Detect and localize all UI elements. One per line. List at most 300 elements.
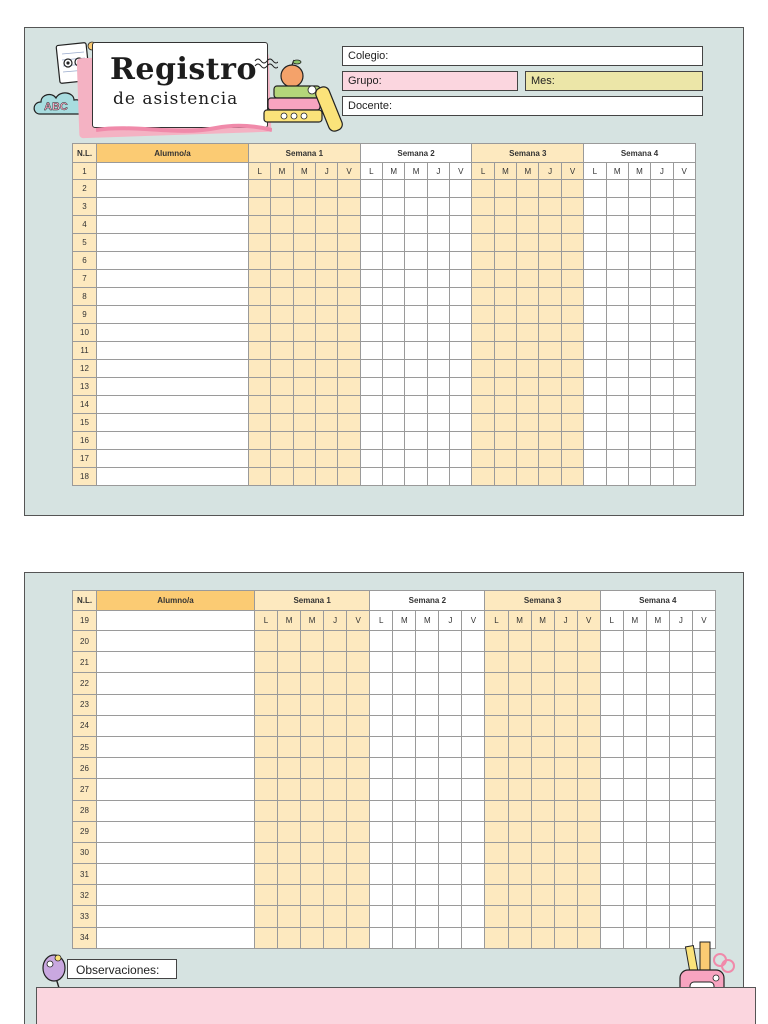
attendance-cell[interactable]: [623, 864, 646, 885]
attendance-cell[interactable]: [416, 927, 439, 948]
student-name-cell[interactable]: [97, 396, 249, 414]
attendance-cell[interactable]: [531, 821, 554, 842]
attendance-cell[interactable]: [316, 324, 338, 342]
attendance-cell[interactable]: [623, 779, 646, 800]
attendance-cell[interactable]: [577, 694, 600, 715]
attendance-cell[interactable]: [249, 234, 271, 252]
attendance-cell[interactable]: [692, 885, 715, 906]
attendance-cell[interactable]: [673, 378, 695, 396]
attendance-cell[interactable]: [646, 694, 669, 715]
attendance-cell[interactable]: [271, 198, 293, 216]
attendance-cell[interactable]: [383, 234, 405, 252]
attendance-cell[interactable]: [485, 821, 508, 842]
attendance-cell[interactable]: [416, 842, 439, 863]
attendance-cell[interactable]: [370, 694, 393, 715]
attendance-cell[interactable]: [669, 652, 692, 673]
attendance-cell[interactable]: [692, 800, 715, 821]
attendance-cell[interactable]: [517, 324, 539, 342]
attendance-cell[interactable]: [293, 414, 315, 432]
attendance-cell[interactable]: [462, 864, 485, 885]
attendance-cell[interactable]: [531, 694, 554, 715]
attendance-cell[interactable]: [360, 216, 382, 234]
attendance-cell[interactable]: [405, 252, 427, 270]
attendance-cell[interactable]: [584, 360, 606, 378]
attendance-cell[interactable]: [692, 842, 715, 863]
attendance-cell[interactable]: [255, 631, 278, 652]
attendance-cell[interactable]: [669, 906, 692, 927]
student-name-cell[interactable]: [97, 906, 255, 927]
attendance-cell[interactable]: [554, 631, 577, 652]
attendance-cell[interactable]: [561, 288, 583, 306]
attendance-cell[interactable]: [561, 414, 583, 432]
attendance-cell[interactable]: [278, 779, 301, 800]
attendance-cell[interactable]: [669, 842, 692, 863]
attendance-cell[interactable]: [692, 673, 715, 694]
attendance-cell[interactable]: [651, 306, 673, 324]
student-name-cell[interactable]: [97, 715, 255, 736]
attendance-cell[interactable]: [628, 450, 650, 468]
attendance-cell[interactable]: [255, 864, 278, 885]
attendance-cell[interactable]: [623, 758, 646, 779]
attendance-cell[interactable]: [554, 842, 577, 863]
attendance-cell[interactable]: [561, 234, 583, 252]
attendance-cell[interactable]: [293, 234, 315, 252]
attendance-cell[interactable]: [628, 396, 650, 414]
attendance-cell[interactable]: [255, 927, 278, 948]
attendance-cell[interactable]: [249, 396, 271, 414]
attendance-cell[interactable]: [439, 715, 462, 736]
attendance-cell[interactable]: [316, 450, 338, 468]
student-name-cell[interactable]: [97, 414, 249, 432]
attendance-cell[interactable]: [508, 885, 531, 906]
attendance-cell[interactable]: [561, 396, 583, 414]
attendance-cell[interactable]: [669, 758, 692, 779]
attendance-cell[interactable]: [278, 673, 301, 694]
attendance-cell[interactable]: [539, 432, 561, 450]
student-name-cell[interactable]: [97, 927, 255, 948]
attendance-cell[interactable]: [405, 324, 427, 342]
attendance-cell[interactable]: [324, 885, 347, 906]
attendance-cell[interactable]: [271, 288, 293, 306]
attendance-cell[interactable]: [383, 414, 405, 432]
attendance-cell[interactable]: [427, 306, 449, 324]
attendance-cell[interactable]: [651, 342, 673, 360]
attendance-cell[interactable]: [628, 288, 650, 306]
attendance-cell[interactable]: [427, 180, 449, 198]
attendance-cell[interactable]: [600, 864, 623, 885]
attendance-cell[interactable]: [577, 779, 600, 800]
attendance-cell[interactable]: [360, 180, 382, 198]
student-name-cell[interactable]: [97, 631, 255, 652]
attendance-cell[interactable]: [554, 652, 577, 673]
attendance-cell[interactable]: [249, 198, 271, 216]
attendance-cell[interactable]: [338, 252, 360, 270]
attendance-cell[interactable]: [255, 736, 278, 757]
attendance-cell[interactable]: [249, 216, 271, 234]
attendance-cell[interactable]: [472, 252, 494, 270]
attendance-cell[interactable]: [669, 715, 692, 736]
attendance-cell[interactable]: [494, 234, 516, 252]
attendance-cell[interactable]: [472, 234, 494, 252]
attendance-cell[interactable]: [673, 234, 695, 252]
attendance-cell[interactable]: [405, 414, 427, 432]
attendance-cell[interactable]: [628, 414, 650, 432]
attendance-cell[interactable]: [360, 360, 382, 378]
attendance-cell[interactable]: [606, 306, 628, 324]
attendance-cell[interactable]: [255, 694, 278, 715]
attendance-cell[interactable]: [249, 180, 271, 198]
attendance-cell[interactable]: [383, 396, 405, 414]
attendance-cell[interactable]: [600, 906, 623, 927]
attendance-cell[interactable]: [646, 673, 669, 694]
attendance-cell[interactable]: [646, 715, 669, 736]
attendance-cell[interactable]: [531, 715, 554, 736]
attendance-cell[interactable]: [651, 288, 673, 306]
attendance-cell[interactable]: [508, 906, 531, 927]
attendance-cell[interactable]: [577, 715, 600, 736]
attendance-cell[interactable]: [324, 694, 347, 715]
attendance-cell[interactable]: [347, 736, 370, 757]
attendance-cell[interactable]: [485, 927, 508, 948]
attendance-cell[interactable]: [450, 270, 472, 288]
attendance-cell[interactable]: [584, 342, 606, 360]
attendance-cell[interactable]: [439, 631, 462, 652]
attendance-cell[interactable]: [485, 800, 508, 821]
attendance-cell[interactable]: [600, 694, 623, 715]
attendance-cell[interactable]: [485, 758, 508, 779]
attendance-cell[interactable]: [517, 270, 539, 288]
attendance-cell[interactable]: [416, 652, 439, 673]
attendance-cell[interactable]: [347, 927, 370, 948]
attendance-cell[interactable]: [531, 631, 554, 652]
attendance-cell[interactable]: [316, 414, 338, 432]
attendance-cell[interactable]: [255, 800, 278, 821]
attendance-cell[interactable]: [427, 198, 449, 216]
attendance-cell[interactable]: [508, 631, 531, 652]
attendance-cell[interactable]: [316, 270, 338, 288]
student-name-cell[interactable]: [97, 864, 255, 885]
attendance-cell[interactable]: [393, 906, 416, 927]
attendance-cell[interactable]: [393, 927, 416, 948]
attendance-cell[interactable]: [393, 736, 416, 757]
attendance-cell[interactable]: [293, 450, 315, 468]
attendance-cell[interactable]: [561, 180, 583, 198]
attendance-cell[interactable]: [338, 450, 360, 468]
attendance-cell[interactable]: [472, 288, 494, 306]
attendance-cell[interactable]: [485, 906, 508, 927]
attendance-cell[interactable]: [360, 324, 382, 342]
attendance-cell[interactable]: [531, 906, 554, 927]
attendance-cell[interactable]: [360, 468, 382, 486]
attendance-cell[interactable]: [561, 468, 583, 486]
attendance-cell[interactable]: [439, 652, 462, 673]
attendance-cell[interactable]: [600, 652, 623, 673]
attendance-cell[interactable]: [692, 758, 715, 779]
attendance-cell[interactable]: [623, 800, 646, 821]
attendance-cell[interactable]: [673, 468, 695, 486]
attendance-cell[interactable]: [673, 306, 695, 324]
attendance-cell[interactable]: [301, 906, 324, 927]
student-name-cell[interactable]: [97, 252, 249, 270]
attendance-cell[interactable]: [577, 842, 600, 863]
attendance-cell[interactable]: [472, 378, 494, 396]
attendance-cell[interactable]: [370, 864, 393, 885]
attendance-cell[interactable]: [383, 378, 405, 396]
attendance-cell[interactable]: [439, 673, 462, 694]
attendance-cell[interactable]: [494, 180, 516, 198]
attendance-cell[interactable]: [462, 631, 485, 652]
attendance-cell[interactable]: [271, 414, 293, 432]
attendance-cell[interactable]: [393, 694, 416, 715]
attendance-cell[interactable]: [577, 736, 600, 757]
attendance-cell[interactable]: [517, 288, 539, 306]
attendance-cell[interactable]: [427, 378, 449, 396]
attendance-cell[interactable]: [669, 673, 692, 694]
attendance-cell[interactable]: [539, 234, 561, 252]
attendance-cell[interactable]: [293, 180, 315, 198]
attendance-cell[interactable]: [646, 927, 669, 948]
attendance-cell[interactable]: [249, 414, 271, 432]
attendance-cell[interactable]: [577, 864, 600, 885]
attendance-cell[interactable]: [450, 216, 472, 234]
attendance-cell[interactable]: [508, 758, 531, 779]
attendance-cell[interactable]: [584, 450, 606, 468]
attendance-cell[interactable]: [450, 342, 472, 360]
attendance-cell[interactable]: [606, 216, 628, 234]
attendance-cell[interactable]: [584, 306, 606, 324]
attendance-cell[interactable]: [271, 324, 293, 342]
attendance-cell[interactable]: [517, 396, 539, 414]
attendance-cell[interactable]: [577, 758, 600, 779]
student-name-cell[interactable]: [97, 198, 249, 216]
attendance-cell[interactable]: [427, 288, 449, 306]
attendance-cell[interactable]: [393, 821, 416, 842]
attendance-cell[interactable]: [278, 864, 301, 885]
attendance-cell[interactable]: [531, 758, 554, 779]
student-name-cell[interactable]: [97, 736, 255, 757]
attendance-cell[interactable]: [606, 396, 628, 414]
attendance-cell[interactable]: [554, 736, 577, 757]
attendance-cell[interactable]: [531, 885, 554, 906]
attendance-cell[interactable]: [271, 396, 293, 414]
attendance-cell[interactable]: [405, 234, 427, 252]
attendance-cell[interactable]: [508, 864, 531, 885]
attendance-cell[interactable]: [249, 432, 271, 450]
attendance-cell[interactable]: [416, 673, 439, 694]
student-name-cell[interactable]: [97, 216, 249, 234]
attendance-cell[interactable]: [360, 288, 382, 306]
attendance-cell[interactable]: [494, 414, 516, 432]
attendance-cell[interactable]: [531, 673, 554, 694]
attendance-cell[interactable]: [646, 631, 669, 652]
attendance-cell[interactable]: [338, 432, 360, 450]
attendance-cell[interactable]: [494, 360, 516, 378]
attendance-cell[interactable]: [462, 800, 485, 821]
attendance-cell[interactable]: [324, 736, 347, 757]
attendance-cell[interactable]: [316, 342, 338, 360]
attendance-cell[interactable]: [531, 736, 554, 757]
attendance-cell[interactable]: [360, 378, 382, 396]
attendance-cell[interactable]: [554, 800, 577, 821]
attendance-cell[interactable]: [338, 414, 360, 432]
attendance-cell[interactable]: [494, 252, 516, 270]
attendance-cell[interactable]: [370, 736, 393, 757]
attendance-cell[interactable]: [673, 360, 695, 378]
attendance-cell[interactable]: [485, 736, 508, 757]
attendance-cell[interactable]: [278, 758, 301, 779]
attendance-cell[interactable]: [485, 842, 508, 863]
attendance-cell[interactable]: [462, 779, 485, 800]
attendance-cell[interactable]: [554, 885, 577, 906]
attendance-cell[interactable]: [485, 694, 508, 715]
attendance-cell[interactable]: [531, 800, 554, 821]
attendance-cell[interactable]: [338, 216, 360, 234]
attendance-cell[interactable]: [646, 736, 669, 757]
attendance-cell[interactable]: [249, 468, 271, 486]
attendance-cell[interactable]: [360, 414, 382, 432]
attendance-cell[interactable]: [669, 779, 692, 800]
attendance-cell[interactable]: [255, 906, 278, 927]
attendance-cell[interactable]: [584, 216, 606, 234]
attendance-cell[interactable]: [472, 306, 494, 324]
attendance-cell[interactable]: [628, 252, 650, 270]
attendance-cell[interactable]: [623, 694, 646, 715]
attendance-cell[interactable]: [600, 927, 623, 948]
attendance-cell[interactable]: [360, 396, 382, 414]
attendance-cell[interactable]: [427, 234, 449, 252]
attendance-cell[interactable]: [600, 673, 623, 694]
attendance-cell[interactable]: [494, 432, 516, 450]
attendance-cell[interactable]: [316, 432, 338, 450]
attendance-cell[interactable]: [301, 631, 324, 652]
attendance-cell[interactable]: [370, 842, 393, 863]
attendance-cell[interactable]: [383, 432, 405, 450]
attendance-cell[interactable]: [439, 927, 462, 948]
attendance-cell[interactable]: [450, 324, 472, 342]
attendance-cell[interactable]: [271, 378, 293, 396]
attendance-cell[interactable]: [383, 450, 405, 468]
attendance-cell[interactable]: [646, 779, 669, 800]
attendance-cell[interactable]: [360, 234, 382, 252]
student-name-cell[interactable]: [97, 758, 255, 779]
attendance-cell[interactable]: [561, 360, 583, 378]
attendance-cell[interactable]: [692, 631, 715, 652]
attendance-cell[interactable]: [462, 736, 485, 757]
attendance-cell[interactable]: [651, 396, 673, 414]
attendance-cell[interactable]: [531, 652, 554, 673]
attendance-cell[interactable]: [554, 673, 577, 694]
attendance-cell[interactable]: [439, 885, 462, 906]
attendance-cell[interactable]: [673, 288, 695, 306]
attendance-cell[interactable]: [628, 198, 650, 216]
attendance-cell[interactable]: [651, 198, 673, 216]
attendance-cell[interactable]: [450, 468, 472, 486]
attendance-cell[interactable]: [271, 234, 293, 252]
attendance-cell[interactable]: [450, 252, 472, 270]
attendance-cell[interactable]: [606, 360, 628, 378]
attendance-cell[interactable]: [561, 198, 583, 216]
attendance-cell[interactable]: [584, 252, 606, 270]
attendance-cell[interactable]: [324, 652, 347, 673]
attendance-cell[interactable]: [462, 694, 485, 715]
attendance-cell[interactable]: [577, 906, 600, 927]
attendance-cell[interactable]: [577, 885, 600, 906]
attendance-cell[interactable]: [606, 378, 628, 396]
attendance-cell[interactable]: [293, 324, 315, 342]
attendance-cell[interactable]: [450, 450, 472, 468]
attendance-cell[interactable]: [584, 288, 606, 306]
attendance-cell[interactable]: [271, 252, 293, 270]
attendance-cell[interactable]: [508, 736, 531, 757]
attendance-cell[interactable]: [450, 432, 472, 450]
attendance-cell[interactable]: [347, 906, 370, 927]
attendance-cell[interactable]: [405, 432, 427, 450]
attendance-cell[interactable]: [584, 432, 606, 450]
attendance-cell[interactable]: [255, 842, 278, 863]
attendance-cell[interactable]: [347, 758, 370, 779]
attendance-cell[interactable]: [405, 180, 427, 198]
attendance-cell[interactable]: [692, 736, 715, 757]
attendance-cell[interactable]: [472, 216, 494, 234]
attendance-cell[interactable]: [600, 736, 623, 757]
attendance-cell[interactable]: [539, 270, 561, 288]
attendance-cell[interactable]: [316, 378, 338, 396]
attendance-cell[interactable]: [293, 360, 315, 378]
attendance-cell[interactable]: [301, 715, 324, 736]
attendance-cell[interactable]: [517, 378, 539, 396]
attendance-cell[interactable]: [360, 270, 382, 288]
attendance-cell[interactable]: [517, 216, 539, 234]
attendance-cell[interactable]: [673, 216, 695, 234]
attendance-cell[interactable]: [416, 885, 439, 906]
attendance-cell[interactable]: [584, 378, 606, 396]
attendance-cell[interactable]: [301, 864, 324, 885]
attendance-cell[interactable]: [673, 180, 695, 198]
attendance-cell[interactable]: [249, 450, 271, 468]
attendance-cell[interactable]: [651, 270, 673, 288]
attendance-cell[interactable]: [316, 468, 338, 486]
attendance-cell[interactable]: [462, 927, 485, 948]
attendance-cell[interactable]: [531, 864, 554, 885]
attendance-cell[interactable]: [393, 631, 416, 652]
attendance-cell[interactable]: [316, 216, 338, 234]
attendance-cell[interactable]: [271, 306, 293, 324]
student-name-cell[interactable]: [97, 288, 249, 306]
attendance-cell[interactable]: [338, 342, 360, 360]
attendance-cell[interactable]: [249, 324, 271, 342]
attendance-cell[interactable]: [301, 842, 324, 863]
attendance-cell[interactable]: [383, 306, 405, 324]
attendance-cell[interactable]: [606, 180, 628, 198]
attendance-cell[interactable]: [338, 306, 360, 324]
attendance-cell[interactable]: [324, 927, 347, 948]
attendance-cell[interactable]: [623, 736, 646, 757]
attendance-cell[interactable]: [628, 432, 650, 450]
attendance-cell[interactable]: [255, 673, 278, 694]
student-name-cell[interactable]: [97, 306, 249, 324]
attendance-cell[interactable]: [383, 288, 405, 306]
student-name-cell[interactable]: [97, 324, 249, 342]
attendance-cell[interactable]: [393, 779, 416, 800]
attendance-cell[interactable]: [628, 378, 650, 396]
attendance-cell[interactable]: [554, 694, 577, 715]
attendance-cell[interactable]: [427, 468, 449, 486]
attendance-cell[interactable]: [450, 288, 472, 306]
attendance-cell[interactable]: [347, 821, 370, 842]
attendance-cell[interactable]: [324, 842, 347, 863]
attendance-cell[interactable]: [278, 906, 301, 927]
attendance-cell[interactable]: [293, 396, 315, 414]
